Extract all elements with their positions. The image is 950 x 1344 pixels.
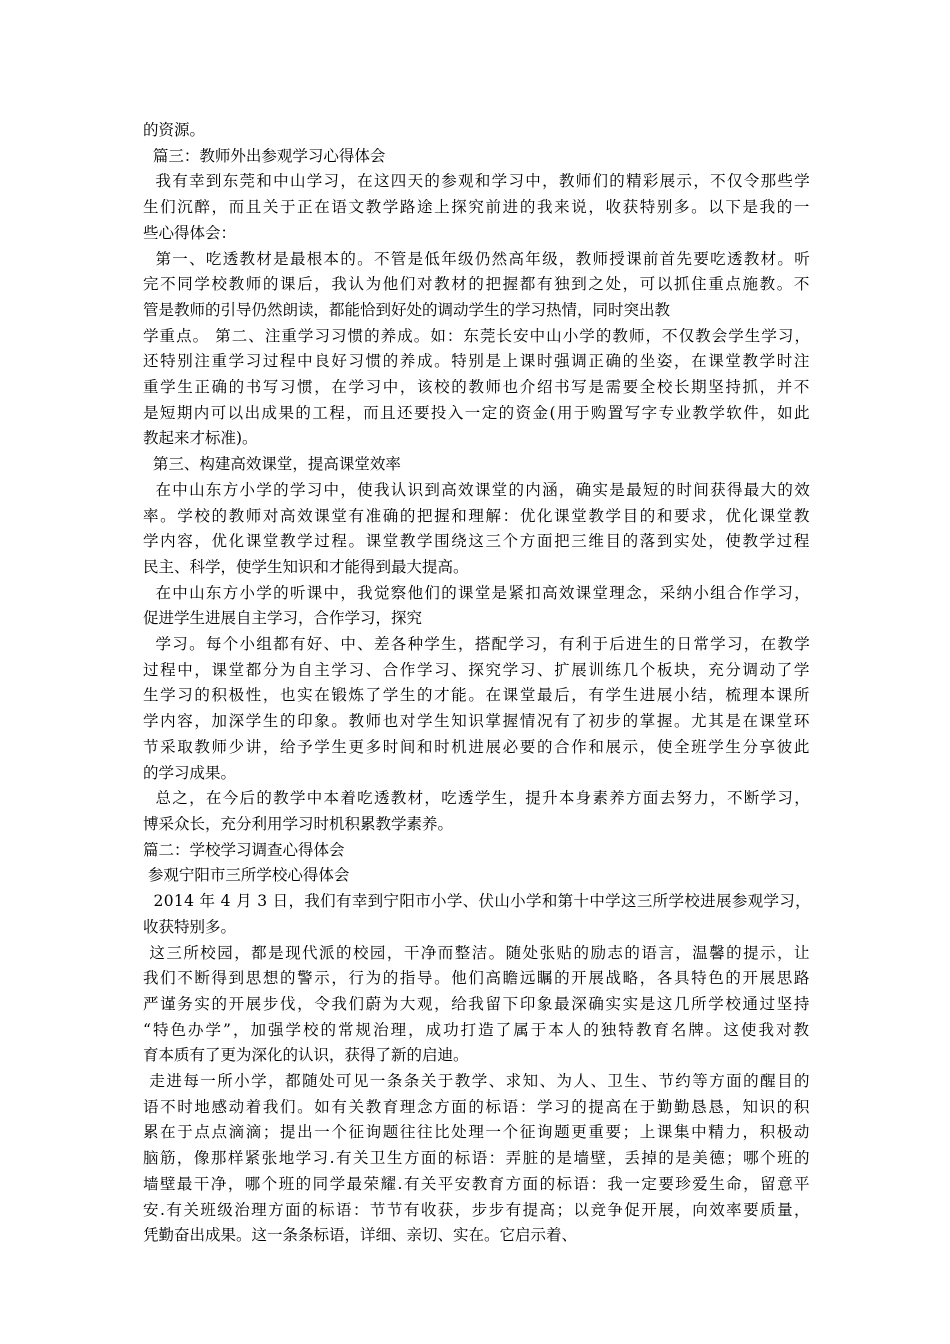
text-line: 学重点。 第二、注重学习习惯的养成。如：东莞长安中山小学的教师，不仅教会学生学习， [143,326,811,345]
text-line: 育本质有了更为深化的认识，获得了新的启迪。 [143,1046,469,1065]
text-line: 第一、吃透教材是最根本的。不管是低年级仍然高年级，教师授课前首先要吃透教材。听 [143,249,811,268]
text-line: “特色办学”，加强学校的常规治理，成功打造了属于本人的独特教育名牌。这使我对教 [143,1020,811,1039]
text-line: 促进学生进展自主学习，合作学习，探究 [143,609,423,628]
text-line: 还特别注重学习过程中良好习惯的养成。特别是上课时强调正确的坐姿，在课堂教学时注 [143,352,811,371]
text-line: 这三所校园，都是现代派的校园，干净而整洁。随处张贴的励志的语言，温馨的提示，让 [143,943,811,962]
text-line: 累在于点点滴滴；提出一个征询题往往比处理一个征询题更重要；上课集中精力，积极动 [143,1123,811,1142]
text-line: 在中山东方小学的学习中，使我认识到高效课堂的内涵，确实是最短的时间获得最大的效 [143,480,811,499]
text-line: 总之，在今后的教学中本着吃透教材，吃透学生，提升本身素养方面去努力，不断学习， [143,789,811,808]
text-line: 教起来才标准)。 [143,429,258,448]
text-line: 博采众长，充分利用学习时机积累教学素养。 [143,814,454,833]
text-line: 民主、科学，使学生知识和才能得到最大提高。 [143,557,469,576]
text-line: 安.有关班级治理方面的标语：节节有收获，步步有提高；以竞争促开展，向效率要质量， [143,1200,811,1219]
text-line: 是短期内可以出成果的工程，而且还要投入一定的资金(用于购置写字专业教学软件，如此 [143,403,811,422]
text-line: 严谨务实的开展步伐，令我们蔚为大观，给我留下印象最深确实实是这几所学校通过坚持 [143,994,811,1013]
text-line: 语不时地感动着我们。如有关教育理念方面的标语：学习的提高在于勤勤恳恳，知识的积 [143,1097,811,1116]
text-line: 节采取教师少讲，给予学生更多时间和时机进展必要的合作和展示，使全班学生分享彼此 [143,737,811,756]
text-line: 凭勤奋出成果。这一条条标语，详细、亲切、实在。它启示着、 [143,1226,578,1245]
text-line: 学习。每个小组都有好、中、差各种学生，搭配学习，有利于后进生的日常学习，在教学 [143,635,811,654]
text-line: 生们沉醉，而且关于正在语文教学路途上探究前进的我来说，收获特别多。以下是我的一 [143,198,811,217]
text-line: 在中山东方小学的听课中，我觉察他们的课堂是紧扣高效课堂理念，采纳小组合作学习， [143,583,811,602]
text-line: 完不同学校教师的课后，我认为他们对教材的把握都有独到之处，可以抓住重点施教。不 [143,275,811,294]
text-line: 些心得体会： [143,223,237,242]
text-line: 我有幸到东莞和中山学习，在这四天的参观和学习中，教师们的精彩展示，不仅令那些学 [143,172,811,191]
text-line: 墙壁最干净，哪个班的同学最荣耀.有关平安教育方面的标语：我一定要珍爱生命，留意平 [143,1174,811,1193]
text-line: 学内容，优化课堂教学过程。课堂教学围绕这三个方面把三维目的落到实处，使教学过程 [143,532,811,551]
text-line: 的资源。 [143,121,206,139]
document-body [143,118,811,1249]
text-line: 重学生正确的书写习惯，在学习中，该校的教师也介绍书写是需要全校长期坚持抓，并不 [143,378,811,397]
text-line: 生学习的积极性，也实在锻炼了学生的才能。在课堂最后，有学生进展小结，梳理本课所 [143,686,811,705]
text-line: 过程中，课堂都分为自主学习、合作学习、探究学习、扩展训练几个板块，充分调动了学 [143,660,811,679]
text-line: 学内容，加深学生的印象。教师也对学生知识掌握情况有了初步的掌握。尤其是在课堂环 [143,712,811,731]
text-line: 2014 年 4 月 3 日，我们有幸到宁阳市小学、伏山小学和第十中学这三所学校进展参观学习， [143,892,811,911]
text-line: 参观宁阳市三所学校心得体会 [143,866,350,885]
text-line: 篇二：学校学习调查心得体会 [143,840,345,859]
text-line: 收获特别多。 [143,917,237,936]
text-line: 我们不断得到思想的警示，行为的指导。他们高瞻远瞩的开展战略，各具特色的开展思路 [143,969,811,988]
text-line: 率。学校的教师对高效课堂有准确的把握和理解：优化课堂教学目的和要求，优化课堂教 [143,506,811,525]
text-line: 走进每一所小学，都随处可见一条条关于教学、求知、为人、卫生、节约等方面的醒目的 [143,1072,811,1091]
text-line: 管是教师的引导仍然朗读，都能恰到好处的调动学生的学习热情，同时突出教 [143,300,671,319]
text-line: 脑筋，像那样紧张地学习.有关卫生方面的标语：弄脏的是墙壁，丢掉的是美德；哪个班的 [143,1149,811,1168]
text-line: 篇三：教师外出参观学习心得体会 [143,146,386,165]
text-line: 第三、构建高效课堂，提高课堂效率 [143,455,401,474]
text-line: 的学习成果。 [143,763,237,782]
